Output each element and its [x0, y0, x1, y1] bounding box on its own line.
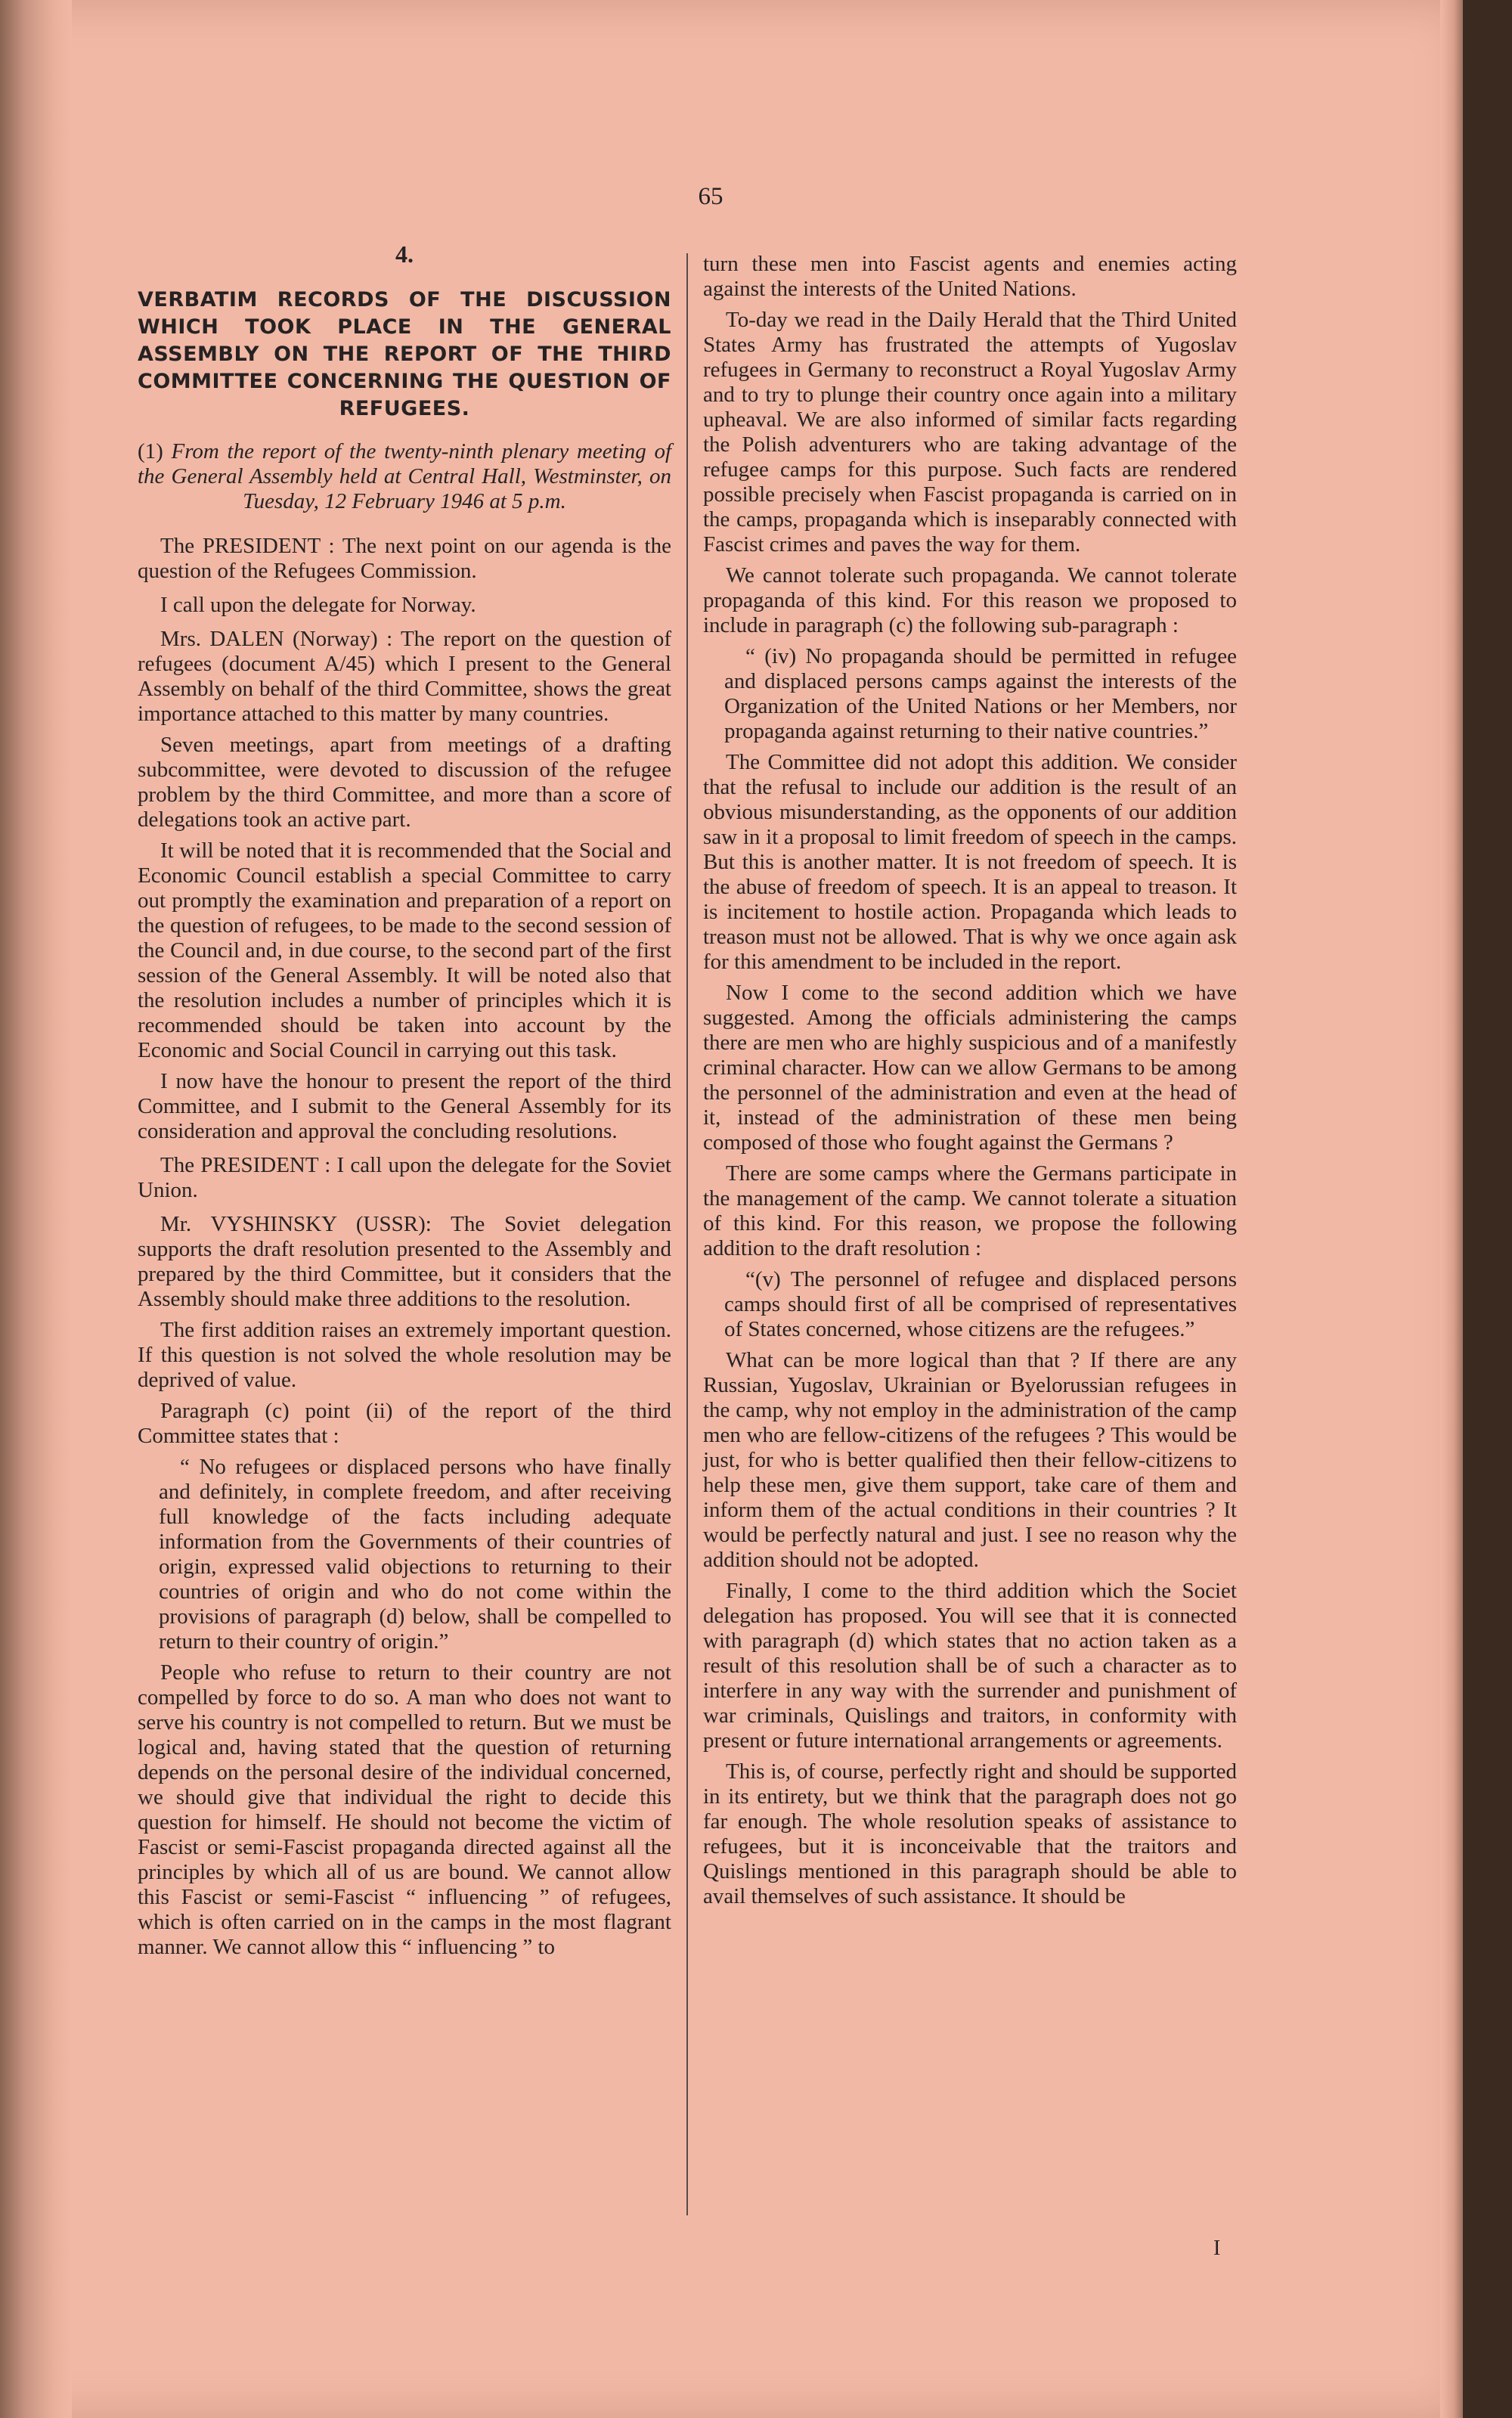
paragraph: What can be more logical than that ? If there are any Russian, Yugoslav, Ukrainian or Byelorussian refugees in the camp, why not employ in the administration of the camp men who are fellow-citizens of the refugees ? This would be just, for who is better qualified then their fellow-citizens to help these men, give them support, take care of them and inform them of the actual conditions in their countries ? It would be perfectly natural and just. I see no reason why the addition should not be adopted.: [703, 1348, 1237, 1572]
paragraph: turn these men into Fascist agents and enemies acting against the interests of the United Nations.: [703, 252, 1237, 301]
paragraph: People who refuse to return to their country are not compelled by force to do so. A man who does not want to serve his country is not compelled to return. But we must be logical and, having stated that the question of returning depends on the personal desire of the individual concerned, we should give that individual the right to decide this question for himself. He should not become the victim of Fascist or semi-Fascist propaganda directed against all the principles by which all of us are bound. We cannot allow this Fascist or semi-Fascist “ influencing ” of refugees, which is often carried on in the camps in the most flagrant manner. We cannot allow this “ influencing ” to: [138, 1660, 671, 1959]
paragraph: This is, of course, perfectly right and should be supported in its entirety, but we think that the paragraph does not go far enough. The whole resolution speaks of assistance to refugees, but it is inconceivable that the traitors and Quislings mentioned in this paragraph should be able to avail themselves of such assistance. It should be: [703, 1759, 1237, 1908]
paragraph: Now I come to the second addition which we have suggested. Among the officials administering the camps there are men who are highly suspicious and of a manifestly criminal character. How can we allow Germans to be among the personnel of the administration and even at the head of it, instead of the administration of these men being composed of those who fought against the Germans ?: [703, 981, 1237, 1155]
quoted-text: “ (iv) No propaganda should be permitted in refugee and displaced persons camps against the interests of the Organization of the United Nations or her Members, nor propaganda against returning to their native countries.”: [724, 644, 1237, 743]
paragraph: We cannot tolerate such propaganda. We cannot tolerate propaganda of this kind. For this reason we proposed to include in paragraph (c) the following sub-paragraph :: [703, 563, 1237, 637]
paragraph: Finally, I come to the third addition which the Societ delegation has proposed. You will see that it is connected with paragraph (d) which states that no action taken as a result of this resolution shall be of such a character as to interfere in any way with the surrender and punishment of war criminals, Quislings and traitors, in conformity with present or future international arrangements or agreements.: [703, 1579, 1237, 1753]
page-number: 65: [698, 183, 723, 210]
paragraph: Paragraph (c) point (ii) of the report of the third Committee states that :: [138, 1399, 671, 1448]
paragraph: Mrs. DALEN (Norway) : The report on the question of refugees (document A/45) which I present to the General Assembly on behalf of the third Committee, shows the great importance attached to this matter by many countries.: [138, 627, 671, 726]
section-number: 4.: [395, 240, 414, 268]
paragraph: It will be noted that it is recommended that the Social and Economic Council establish a special Committee to carry out promptly the examination and preparation of a report on the question of refugees, to be made to the second session of the Council and, in due course, to the second part of the first session of the General Assembly. It will be noted also that the resolution includes a number of principles which it is recommended should be taken into account by the Economic and Social Council in carrying out this task.: [138, 839, 671, 1062]
paragraph: Mr. VYSHINSKY (USSR): The Soviet delegation supports the draft resolution presented to the Assembly and prepared by the third Committee, but it considers that the Assembly should make three additions to the resolution.: [138, 1212, 671, 1311]
left-column: [138, 231, 671, 1966]
paragraph: The first addition raises an extremely important question. If this question is not solved the whole resolution may be deprived of value.: [138, 1318, 671, 1392]
paragraph: The Committee did not adopt this addition. We consider that the refusal to include our addition is the result of an obvious misunderstanding, as the opponents of our addition saw in it a proposal to limit freedom of speech in the camps. But this is another matter. It is not freedom of speech. It is the abuse of freedom of speech. It is an appeal to treason. It is incitement to hostile action. Propaganda which leads to treason must not be allowed. That is why we once again ask for this amendment to be included in the report.: [703, 750, 1237, 974]
signature-mark: I: [1213, 2237, 1221, 2260]
page-edge: [1440, 0, 1463, 2418]
paragraph-text: To-day we read in the Daily Herald that the Third United States Army has frustrated the attempts of Yugoslav refugees in Germany to reconstruct a Royal Yugoslav Army and to try to plunge their country once again into a military upheaval. We are also informed of similar facts regarding the Polish adventurers who are taking advantage of the refugee camps for this purpose. Such facts are rendered possible precisely when Fascist propaganda is carried on in the camps, propaganda which is inseparably connected with Fascist crimes and paves the way for them.: [703, 308, 1237, 556]
paragraph: I now have the honour to present the report of the third Committee, and I submit to the General Assembly for its consideration and approval the concluding resolutions.: [138, 1069, 671, 1143]
subheading: [138, 439, 671, 514]
paragraph: Seven meetings, apart from meetings of a drafting subcommittee, were devoted to discussion of the refugee problem by the third Committee, and more than a score of delegations took an active part.: [138, 733, 671, 832]
quoted-text: “(v) The personnel of refugee and displaced persons camps should first of all be comprised of representatives of States concerned, whose citizens are the refugees.”: [724, 1267, 1237, 1341]
subheading-text: From the report of the twenty-ninth plenary meeting of the General Assembly held at Central Hall, Westminster, on Tuesday, 12 February 1946 at 5 p.m.: [138, 439, 671, 513]
paragraph: The PRESIDENT : I call upon the delegate for the Soviet Union.: [138, 1153, 671, 1202]
paragraph: [703, 308, 1237, 557]
right-column: [703, 252, 1237, 1915]
paragraph: I call upon the delegate for Norway.: [160, 593, 476, 617]
section-heading: VERBATIM RECORDS OF THE DISCUSSION WHICH TOOK PLACE IN THE GENERAL ASSEMBLY ON THE REPORT OF THE THIRD COMMITTEE CONCERNING THE QUESTION OF REFUGEES.: [138, 288, 671, 420]
subheading-number: (1): [138, 439, 163, 463]
column-divider: [686, 253, 688, 2215]
book-gutter: [0, 0, 72, 2418]
paragraph: The PRESIDENT : The next point on our agenda is the question of the Refugees Commission.: [138, 534, 671, 583]
paragraph: There are some camps where the Germans participate in the management of the camp. We cannot tolerate a situation of this kind. For this reason, we propose the following addition to the draft resolution :: [703, 1161, 1237, 1260]
quoted-text: “ No refugees or displaced persons who have finally and definitely, in complete freedom, and after receiving full knowledge of the facts including adequate information from the Governments of their countries of origin, expressed valid objections to returning to their countries of origin and who do not come within the provisions of paragraph (d) below, shall be compelled to return to their country of origin.”: [159, 1455, 671, 1654]
